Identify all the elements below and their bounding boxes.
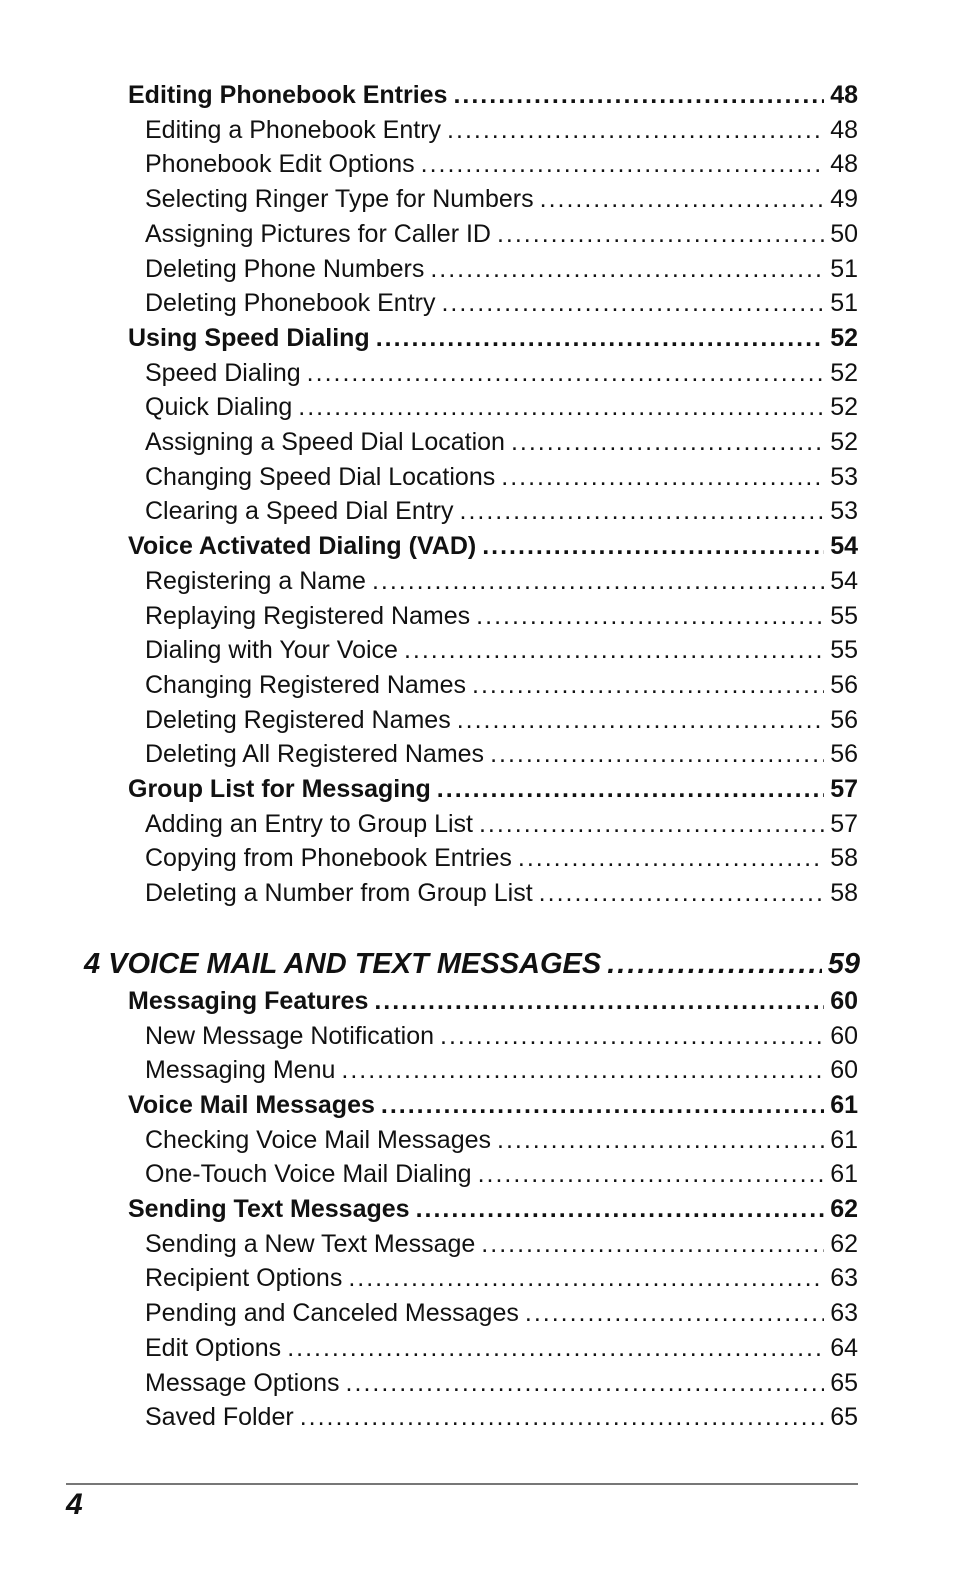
dot-leader: [374, 984, 824, 1019]
toc-entry-page: 61: [830, 1090, 858, 1119]
toc-subsection-entry[interactable]: [145, 1157, 858, 1192]
toc-entry-title: One-Touch Voice Mail Dialing: [145, 1160, 472, 1189]
toc-entry-title: Changing Speed Dial Locations: [145, 462, 496, 491]
dot-leader: [416, 1192, 825, 1227]
toc-entry-title: Edit Options: [145, 1333, 282, 1362]
toc-subsection-entry[interactable]: [145, 703, 858, 738]
toc-entry-title: New Message Notification: [145, 1021, 435, 1050]
dot-leader: [539, 876, 825, 911]
toc-entry-title: Deleting a Number from Group List: [145, 879, 533, 908]
toc-entry-title: Dialing with Your Voice: [145, 636, 398, 665]
toc-entry-title: Clearing a Speed Dial Entry: [145, 497, 454, 526]
toc-subsection-entry[interactable]: [145, 390, 858, 425]
toc-entry-title: Sending a New Text Message: [145, 1229, 476, 1258]
dot-leader: [381, 1088, 824, 1123]
toc-entry-title: Speed Dialing: [145, 358, 301, 387]
dot-leader: [372, 564, 824, 599]
toc-entry-title: Recipient Options: [145, 1264, 343, 1293]
dot-leader: [300, 1400, 824, 1435]
dot-leader: [540, 182, 825, 217]
toc-section-entry[interactable]: [128, 529, 858, 564]
toc-entry-title: Group List for Messaging: [128, 775, 431, 803]
page-number: 4: [66, 1488, 83, 1521]
dot-leader: [518, 841, 824, 876]
toc-subsection-entry[interactable]: [145, 737, 858, 772]
toc-subsection-entry[interactable]: [145, 876, 858, 911]
dot-leader: [457, 703, 824, 738]
toc-entry-page: 59: [827, 947, 860, 980]
toc-subsection-entry[interactable]: [145, 1400, 858, 1435]
toc-entry-title: Assigning a Speed Dial Location: [145, 428, 505, 456]
toc-entry-page: 48: [830, 81, 858, 109]
toc-entry-title: Editing a Phonebook Entry: [145, 115, 442, 144]
toc-entry-page: 55: [830, 636, 858, 665]
toc-entry-page: 58: [830, 879, 858, 908]
toc-entry-title: Deleting Registered Names: [145, 705, 451, 734]
dot-leader: [479, 807, 824, 842]
toc-entry-title: Selecting Ringer Type for Numbers: [145, 185, 534, 214]
toc-chapter-entry[interactable]: [84, 944, 860, 984]
toc-entry-title: Registering a Name: [145, 566, 366, 595]
dot-leader: [341, 1053, 824, 1088]
toc-subsection-entry[interactable]: [145, 1366, 858, 1401]
toc-entry-page: 61: [830, 1125, 858, 1154]
toc-entry-page: 56: [830, 670, 858, 699]
toc-entry-page: 52: [830, 358, 858, 387]
toc-subsection-entry[interactable]: [145, 1123, 858, 1158]
toc-entry-title: Pending and Canceled Messages: [145, 1299, 519, 1328]
toc-subsection-entry[interactable]: [145, 460, 858, 495]
toc-entry-page: 58: [830, 844, 858, 873]
toc-entry-page: 55: [830, 601, 858, 630]
toc-entry-page: 51: [830, 254, 858, 283]
toc-entry-title: Quick Dialing: [145, 393, 293, 422]
toc-entry-page: 56: [830, 740, 858, 769]
toc-subsection-entry[interactable]: [145, 841, 858, 876]
toc-entry-title: Copying from Phonebook Entries: [145, 844, 512, 873]
dot-leader: [501, 460, 824, 495]
toc-entry-page: 63: [830, 1264, 858, 1293]
toc-entry-page: 57: [830, 775, 858, 803]
dot-leader: [298, 390, 824, 425]
toc-entry-page: 50: [830, 219, 858, 248]
dot-leader: [481, 1227, 824, 1262]
dot-leader: [421, 147, 825, 182]
toc-subsection-entry[interactable]: [145, 1331, 858, 1366]
dot-leader: [460, 494, 825, 529]
toc-entry-title: Replaying Registered Names: [145, 601, 471, 630]
toc-section-entry[interactable]: [128, 321, 858, 356]
toc-subsection-entry[interactable]: [145, 1227, 858, 1262]
toc-subsection-entry[interactable]: [145, 217, 858, 252]
toc-subsection-entry[interactable]: [145, 425, 858, 460]
dot-leader: [437, 772, 824, 807]
toc-entry-title: 4 VOICE MAIL AND TEXT MESSAGES: [84, 947, 602, 980]
toc-section-entry[interactable]: [128, 984, 858, 1019]
toc-subsection-entry[interactable]: [145, 286, 858, 321]
toc-entry-page: 51: [830, 289, 858, 318]
toc-section-entry[interactable]: [128, 1192, 858, 1227]
toc-section-entry[interactable]: [128, 772, 858, 807]
toc-entry-title: Saved Folder: [145, 1403, 294, 1432]
toc-section-entry[interactable]: [128, 1088, 858, 1123]
toc-entry-page: 52: [830, 393, 858, 422]
toc-subsection-entry[interactable]: [145, 807, 858, 842]
toc-entry-title: Changing Registered Names: [145, 670, 467, 699]
toc-section-entry[interactable]: [128, 78, 858, 113]
toc-entry-title: Deleting Phonebook Entry: [145, 289, 436, 318]
toc-entry-title: Messaging Features: [128, 986, 369, 1015]
toc-subsection-entry[interactable]: [145, 147, 858, 182]
toc-entry-page: 52: [830, 323, 858, 352]
toc-subsection-entry[interactable]: [145, 1261, 858, 1296]
toc-entry-title: Deleting All Registered Names: [145, 740, 485, 769]
toc-entry-title: Using Speed Dialing: [128, 323, 370, 352]
toc-entry-page: 57: [830, 809, 858, 838]
toc-entry-page: 63: [830, 1299, 858, 1328]
toc-entry-page: 61: [830, 1160, 858, 1189]
dot-leader: [404, 633, 824, 668]
toc-entry-page: 56: [830, 705, 858, 734]
toc-entry-page: 49: [830, 185, 858, 214]
toc-entry-title: Assigning Pictures for Caller ID: [145, 219, 491, 248]
toc-entry-page: 65: [830, 1368, 858, 1397]
toc-entry-page: 48: [830, 150, 858, 179]
toc-entry-title: Editing Phonebook Entries: [128, 81, 448, 109]
toc-entry-page: 60: [830, 1021, 858, 1050]
toc-subsection-entry[interactable]: [145, 668, 858, 703]
toc-entry-page: 60: [830, 1056, 858, 1085]
toc-entry-title: Adding an Entry to Group List: [145, 809, 473, 838]
dot-leader: [447, 113, 824, 148]
toc-subsection-entry[interactable]: [145, 599, 858, 634]
dot-leader: [376, 321, 824, 356]
dot-leader: [287, 1331, 824, 1366]
toc-subsection-entry[interactable]: [145, 494, 858, 529]
dot-leader: [472, 668, 824, 703]
toc-subsection-entry[interactable]: [145, 182, 858, 217]
toc-entry-page: 54: [830, 566, 858, 595]
dot-leader: [346, 1366, 825, 1401]
dot-leader: [525, 1296, 824, 1331]
toc-subsection-entry[interactable]: [145, 633, 858, 668]
dot-leader: [440, 1019, 824, 1054]
toc-subsection-entry[interactable]: [145, 113, 858, 148]
toc-subsection-entry[interactable]: [145, 1053, 858, 1088]
toc-entry-page: 64: [830, 1333, 858, 1362]
toc-subsection-entry[interactable]: [145, 1296, 858, 1331]
toc-entry-title: Checking Voice Mail Messages: [145, 1125, 491, 1154]
toc-entry-page: 65: [830, 1403, 858, 1432]
toc-entry-page: 60: [830, 986, 858, 1015]
toc-entry-page: 62: [830, 1229, 858, 1258]
dot-leader: [441, 286, 824, 321]
toc-entry-page: 62: [830, 1195, 858, 1223]
toc-subsection-entry[interactable]: [145, 564, 858, 599]
dot-leader: [490, 737, 824, 772]
dot-leader: [607, 944, 821, 984]
footer-divider: [66, 1483, 858, 1485]
toc-entry-title: Voice Activated Dialing (VAD): [128, 532, 477, 561]
toc-entry-page: 54: [830, 532, 858, 561]
toc-entry-title: Sending Text Messages: [128, 1195, 410, 1223]
toc-subsection-entry[interactable]: [145, 252, 858, 287]
dot-leader: [307, 356, 825, 391]
toc-subsection-entry[interactable]: [145, 356, 858, 391]
toc-entry-page: 53: [830, 497, 858, 526]
toc-entry-page: 48: [830, 115, 858, 144]
toc-entry-page: 53: [830, 462, 858, 491]
dot-leader: [453, 78, 824, 113]
toc-subsection-entry[interactable]: [145, 1019, 858, 1054]
toc-entry-title: Message Options: [145, 1368, 340, 1397]
toc-entry-page: 52: [830, 428, 858, 456]
dot-leader: [497, 217, 824, 252]
dot-leader: [497, 1123, 824, 1158]
toc-entry-title: Messaging Menu: [145, 1056, 336, 1085]
toc-entry-title: Deleting Phone Numbers: [145, 254, 425, 283]
dot-leader: [478, 1157, 825, 1192]
dot-leader: [430, 252, 824, 287]
dot-leader: [348, 1261, 824, 1296]
dot-leader: [482, 529, 824, 564]
dot-leader: [476, 599, 824, 634]
dot-leader: [511, 425, 824, 460]
toc-entry-title: Phonebook Edit Options: [145, 150, 415, 179]
toc-entry-title: Voice Mail Messages: [128, 1090, 375, 1119]
